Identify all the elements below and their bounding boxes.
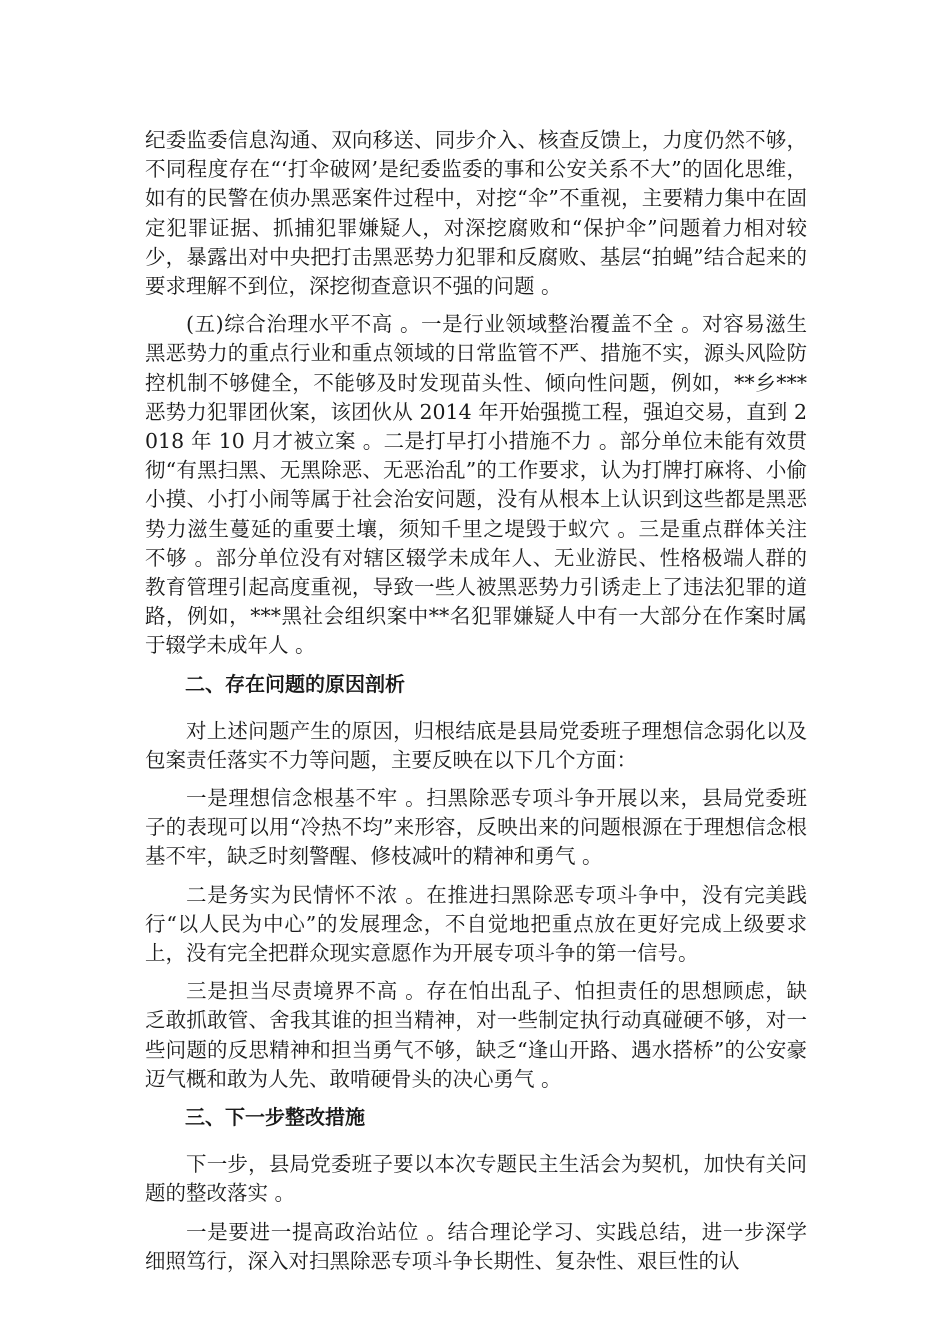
section-heading-cause-analysis: 二、存在问题的原因剖析 [185, 671, 405, 696]
paragraph-cause-intro: 对上述问题产生的原因，归根结底是县局党委班子理想信念弱化以及包案责任落实不力等问题，主要反映在以下几个方面： [145, 718, 807, 772]
paragraph-cause-1: 一是理想信念根基不牢 。扫黑除恶专项斗争开展以来，县局党委班子的表现可以用“冷热不均”来形容，反映出来的问题根源在于理想信念根基不牢，缺乏时刻警醒、修枝减叶的精神和勇气 。 [145, 786, 807, 869]
section-heading-next-steps: 三、下一步整改措施 [185, 1105, 365, 1130]
document-page [145, 126, 807, 1285]
paragraph-continued: 纪委监委信息沟通、双向移送、同步介入、核查反馈上，力度仍然不够，不同程度存在“‘打伞破网’是纪委监委的事和公安关系不大”的固化思维，如有的民警在侦办黑恶案件过程中，对挖“伞”不重视，主要精力集中在固定犯罪证据、抓捕犯罪嫌疑人，对深挖腐败和“保护伞”问题着力相对较少，暴露出对中央把打击黑恶势力犯罪和反腐败、基层“拍蝇”结合起来的要求理解不到位，深挖彻查意识不强的问题 。 [145, 128, 807, 299]
paragraph-cause-2: 二是务实为民情怀不浓 。在推进扫黑除恶专项斗争中，没有完美践行“以人民为中心”的发展理念，不自觉地把重点放在更好完成上级要求上，没有完全把群众现实意愿作为开展专项斗争的第一信号。 [145, 882, 807, 966]
paragraph-next-1: 一是要进一提高政治站位 。结合理论学习、实践总结，进一步深学细照笃行，深入对扫黑除恶专项斗争长期性、复杂性、艰巨性的认 [145, 1219, 807, 1273]
paragraph-next-intro: 下一步，县局党委班子要以本次专题民主生活会为契机，加快有关问题的整改落实 。 [145, 1152, 807, 1206]
paragraph-comprehensive-governance: (五)综合治理水平不高 。一是行业领域整治覆盖不全 。对容易滋生黑恶势力的重点行业和重点领域的日常监管不严、措施不实，源头风险防控机制不够健全，不能够及时发现苗头性、倾向性问题，例如，**乡***恶势力犯罪团伙案，该团伙从 2014 年开始强揽工程，强迫交易，直到 2018 年 10 月才被立案 。二是打早打小措施不力 。部分单位未能有效贯彻“有黑扫黑、无黑除恶、无恶治乱”的工作要求，认为打牌打麻将、小偷小摸、小打小闹等属于社会治安问题，没有从根本上认识到这些都是黑恶势力滋生蔓延的重要土壤，须知千里之堤毁于蚁穴 。三是重点群体关注不够 。部分单位没有对辖区辍学未成年人、无业游民、性格极端人群的教育管理引起高度重视，导致一些人被黑恶势力引诱走上了违法犯罪的道路，例如，***黑社会组织案中**名犯罪嫌疑人中有一大部分在作案时属于辍学未成年人 。 [145, 312, 807, 658]
paragraph-cause-3: 三是担当尽责境界不高 。存在怕出乱子、怕担责任的思想顾虑，缺乏敢抓敢管、舍我其谁的担当精神，对一些制定执行动真碰硬不够，对一些问题的反思精神和担当勇气不够，缺乏“逢山开路、遇水搭桥”的公安豪迈气概和敢为人先、敢啃硬骨头的决心勇气 。 [145, 979, 807, 1091]
